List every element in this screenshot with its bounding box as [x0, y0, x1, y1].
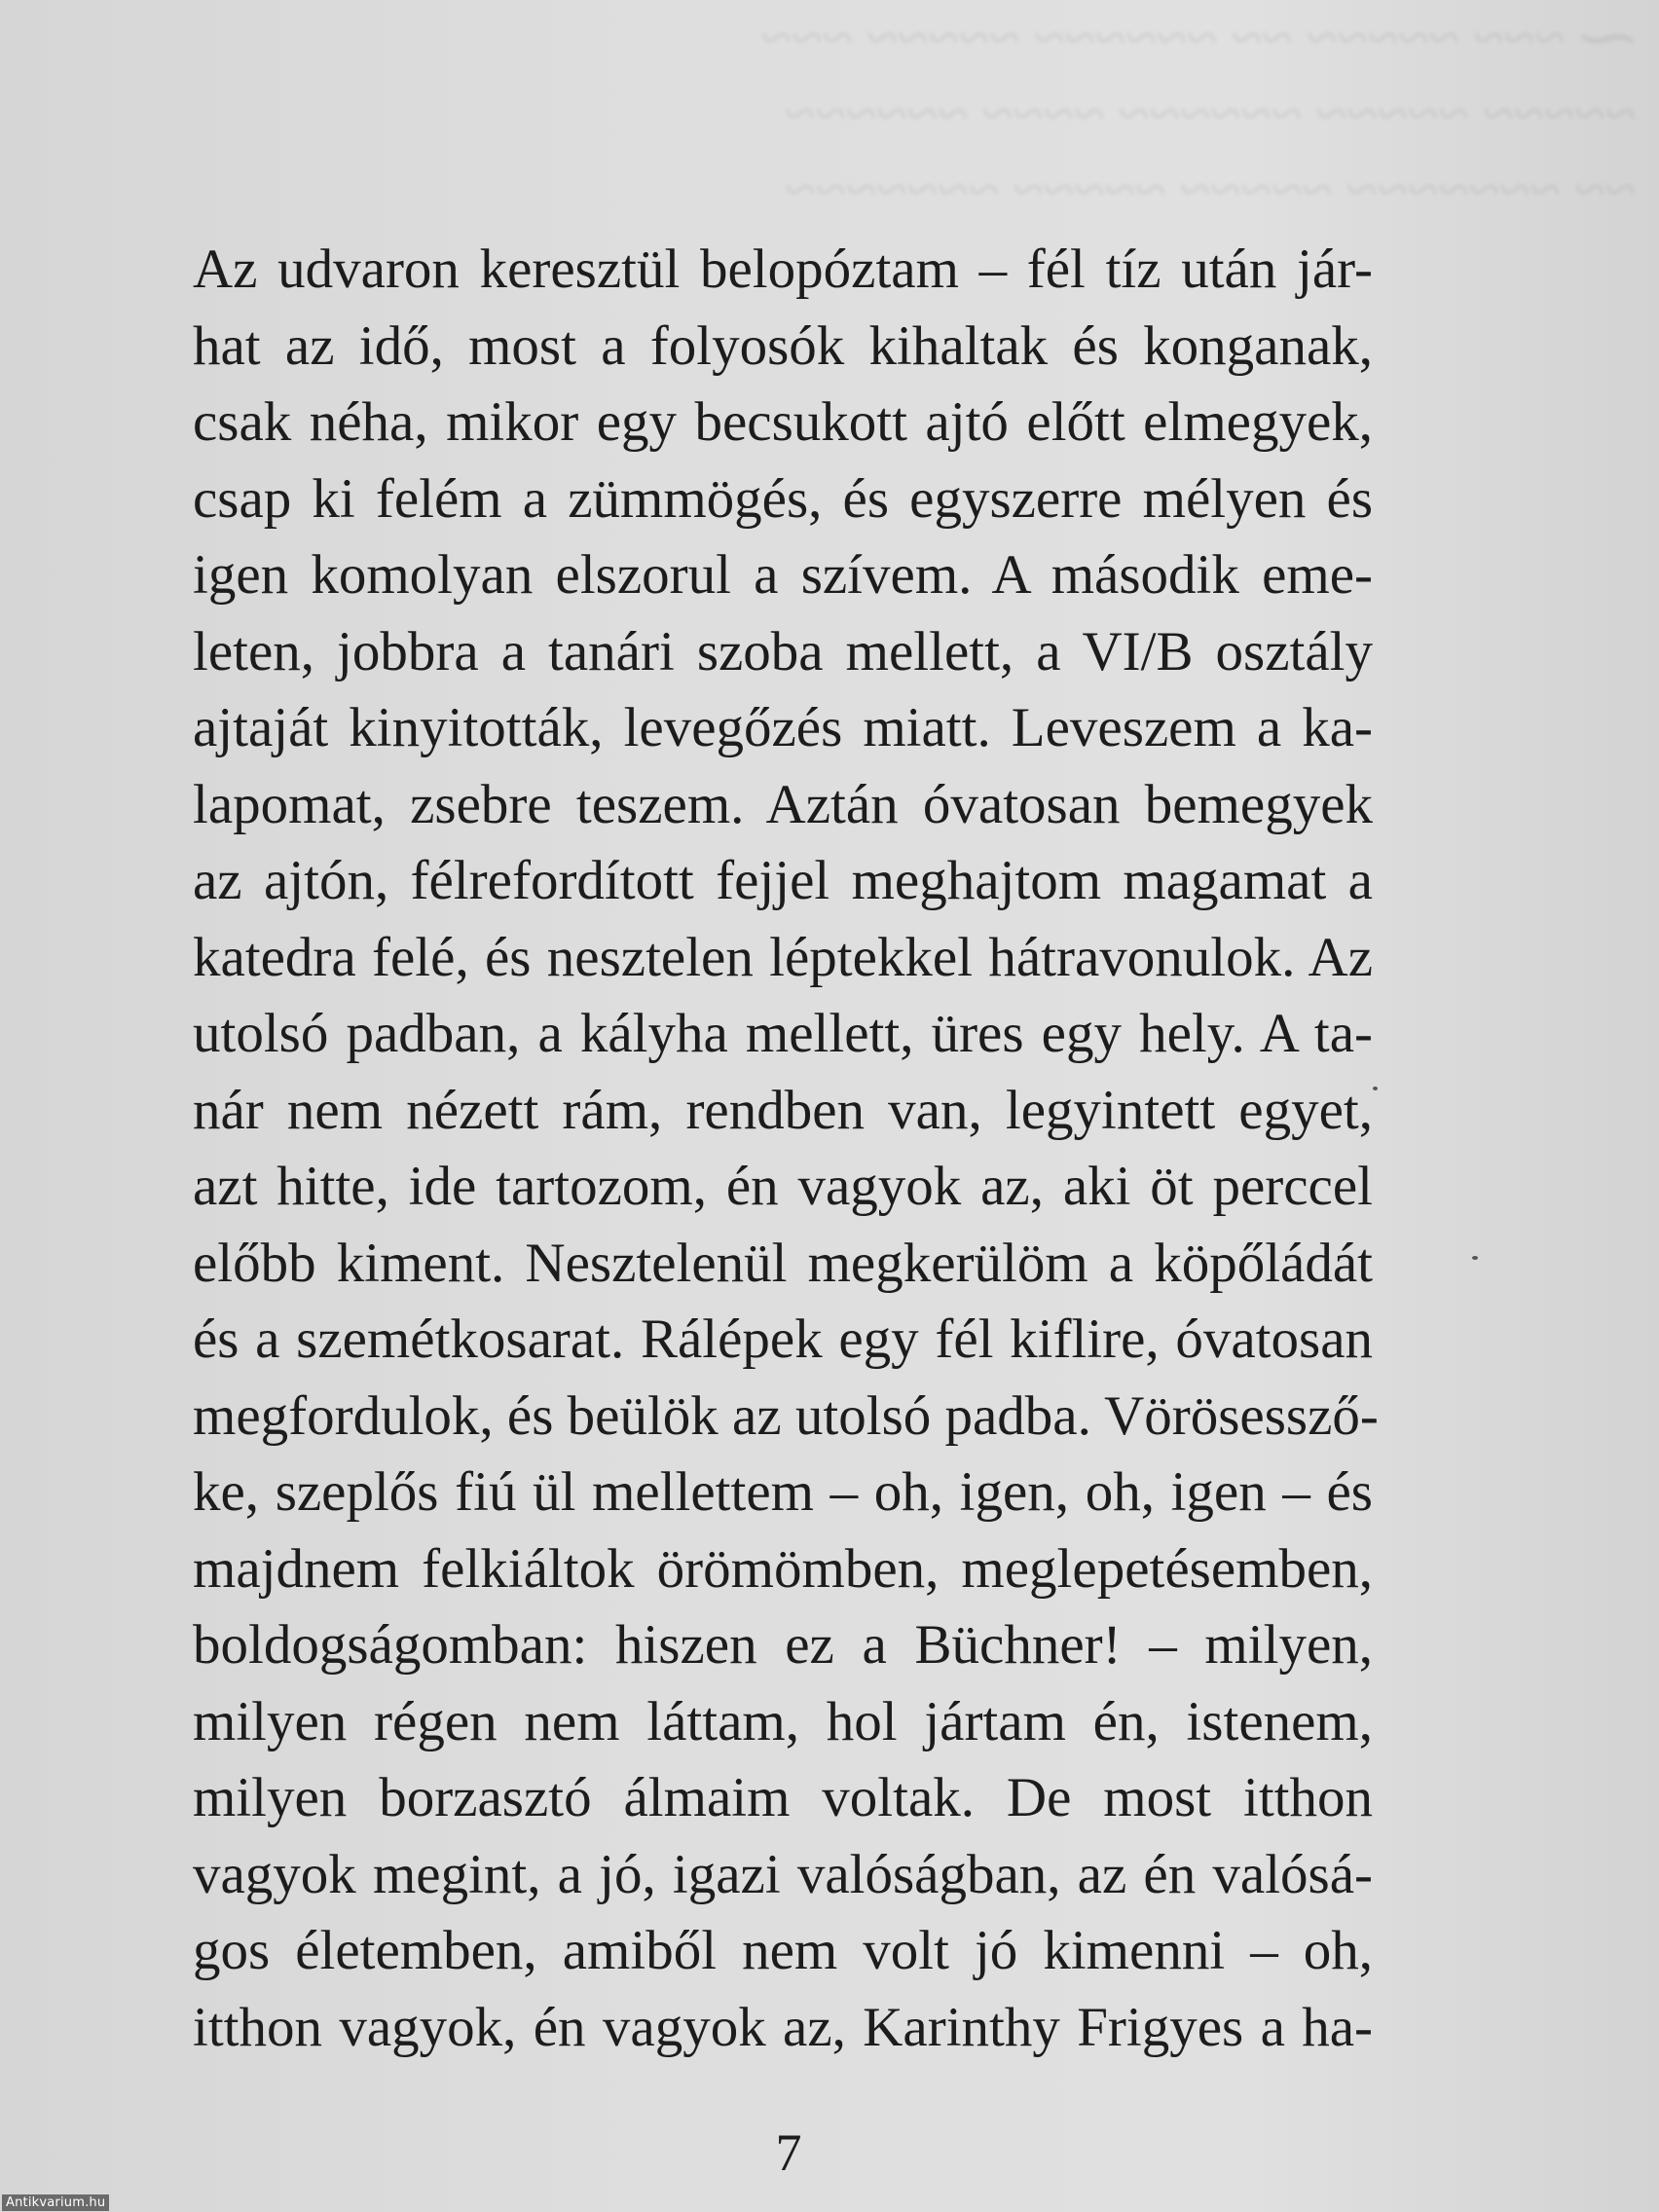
text-line: csap ki felém a zümmögés, és egyszerre mélyen és: [193, 467, 1373, 530]
text-line: csak néha, mikor egy becsukott ajtó előtt elmegyek,: [193, 391, 1373, 453]
text-line: milyen borzasztó álmaim voltak. De most itthon: [193, 1767, 1373, 1828]
text-line: és a szemétkosarat. Rálépek egy fél kiflire, óvatosan: [193, 1309, 1373, 1370]
text-line: ke, szeplős fiú ül mellettem – oh, igen, oh, igen – és: [193, 1461, 1373, 1523]
text-line: igen komolyan elszorul a szívem. A második eme-: [193, 544, 1373, 606]
text-line: milyen régen nem láttam, hol jártam én, istenem,: [193, 1690, 1373, 1752]
text-line: boldogságomban: hiszen ez a Büchner! – milyen,: [193, 1614, 1373, 1676]
text-line: utolsó padban, a kályha mellett, üres egy hely. A ta-: [193, 1003, 1373, 1064]
text-line: vagyok megint, a jó, igazi valóságban, az én valósá-: [193, 1843, 1373, 1905]
text-line: itthon vagyok, én vagyok az, Karinthy Frigyes a ha-: [193, 1996, 1373, 2058]
text-line: nár nem nézett rám, rendben van, legyintett egyet,: [193, 1079, 1373, 1141]
text-line: katedra felé, és nesztelen léptekkel hátravonulok. Az: [193, 926, 1373, 988]
show-through-text: ⁓ ~~~ ~~~~~ ~~ ~~~~~~ ~~~~~ ~~~ ~~~~~ ~~~~~ ~~~~~~ ~~~~ ~~~~~~ ~~ ~~~~~~~ ~~~~~ ~~~~~ ~~~~~~~: [760, 6, 1636, 221]
watermark: Antikvarium.hu: [2, 2194, 109, 2211]
text-line: hat az idő, most a folyosók kihaltak és konganak,: [193, 314, 1373, 377]
text-line: azt hitte, ide tartozom, én vagyok az, aki öt perccel: [193, 1156, 1373, 1217]
text-line: előbb kiment. Nesztelenül megkerülöm a köpőládát: [193, 1232, 1373, 1294]
paper-speck: [1472, 1256, 1478, 1260]
text-line: majdnem felkiáltok örömömben, meglepetésemben,: [193, 1537, 1373, 1600]
text-line: ajtaját kinyitották, levegőzés miatt. Leveszem a ka-: [193, 697, 1373, 758]
text-line: az ajtón, félrefordított fejjel meghajtom magamat a: [193, 850, 1373, 911]
paper-speck: [1373, 1087, 1378, 1090]
text-line: gos életemben, amiből nem volt jó kimenni – oh,: [193, 1920, 1373, 1981]
text-line: lapomat, zsebre teszem. Aztán óvatosan bemegyek: [193, 773, 1373, 835]
body-paragraph: [193, 232, 1379, 2066]
text-line: Az udvaron keresztül belopóztam – fél tíz után jár-: [193, 239, 1373, 300]
text-line: megfordulok, és beülök az utolsó padba. Vörösessző-: [193, 1384, 1379, 1447]
page-number: 7: [775, 2123, 802, 2182]
text-line: leten, jobbra a tanári szoba mellett, a VI/B osztály: [193, 620, 1373, 682]
